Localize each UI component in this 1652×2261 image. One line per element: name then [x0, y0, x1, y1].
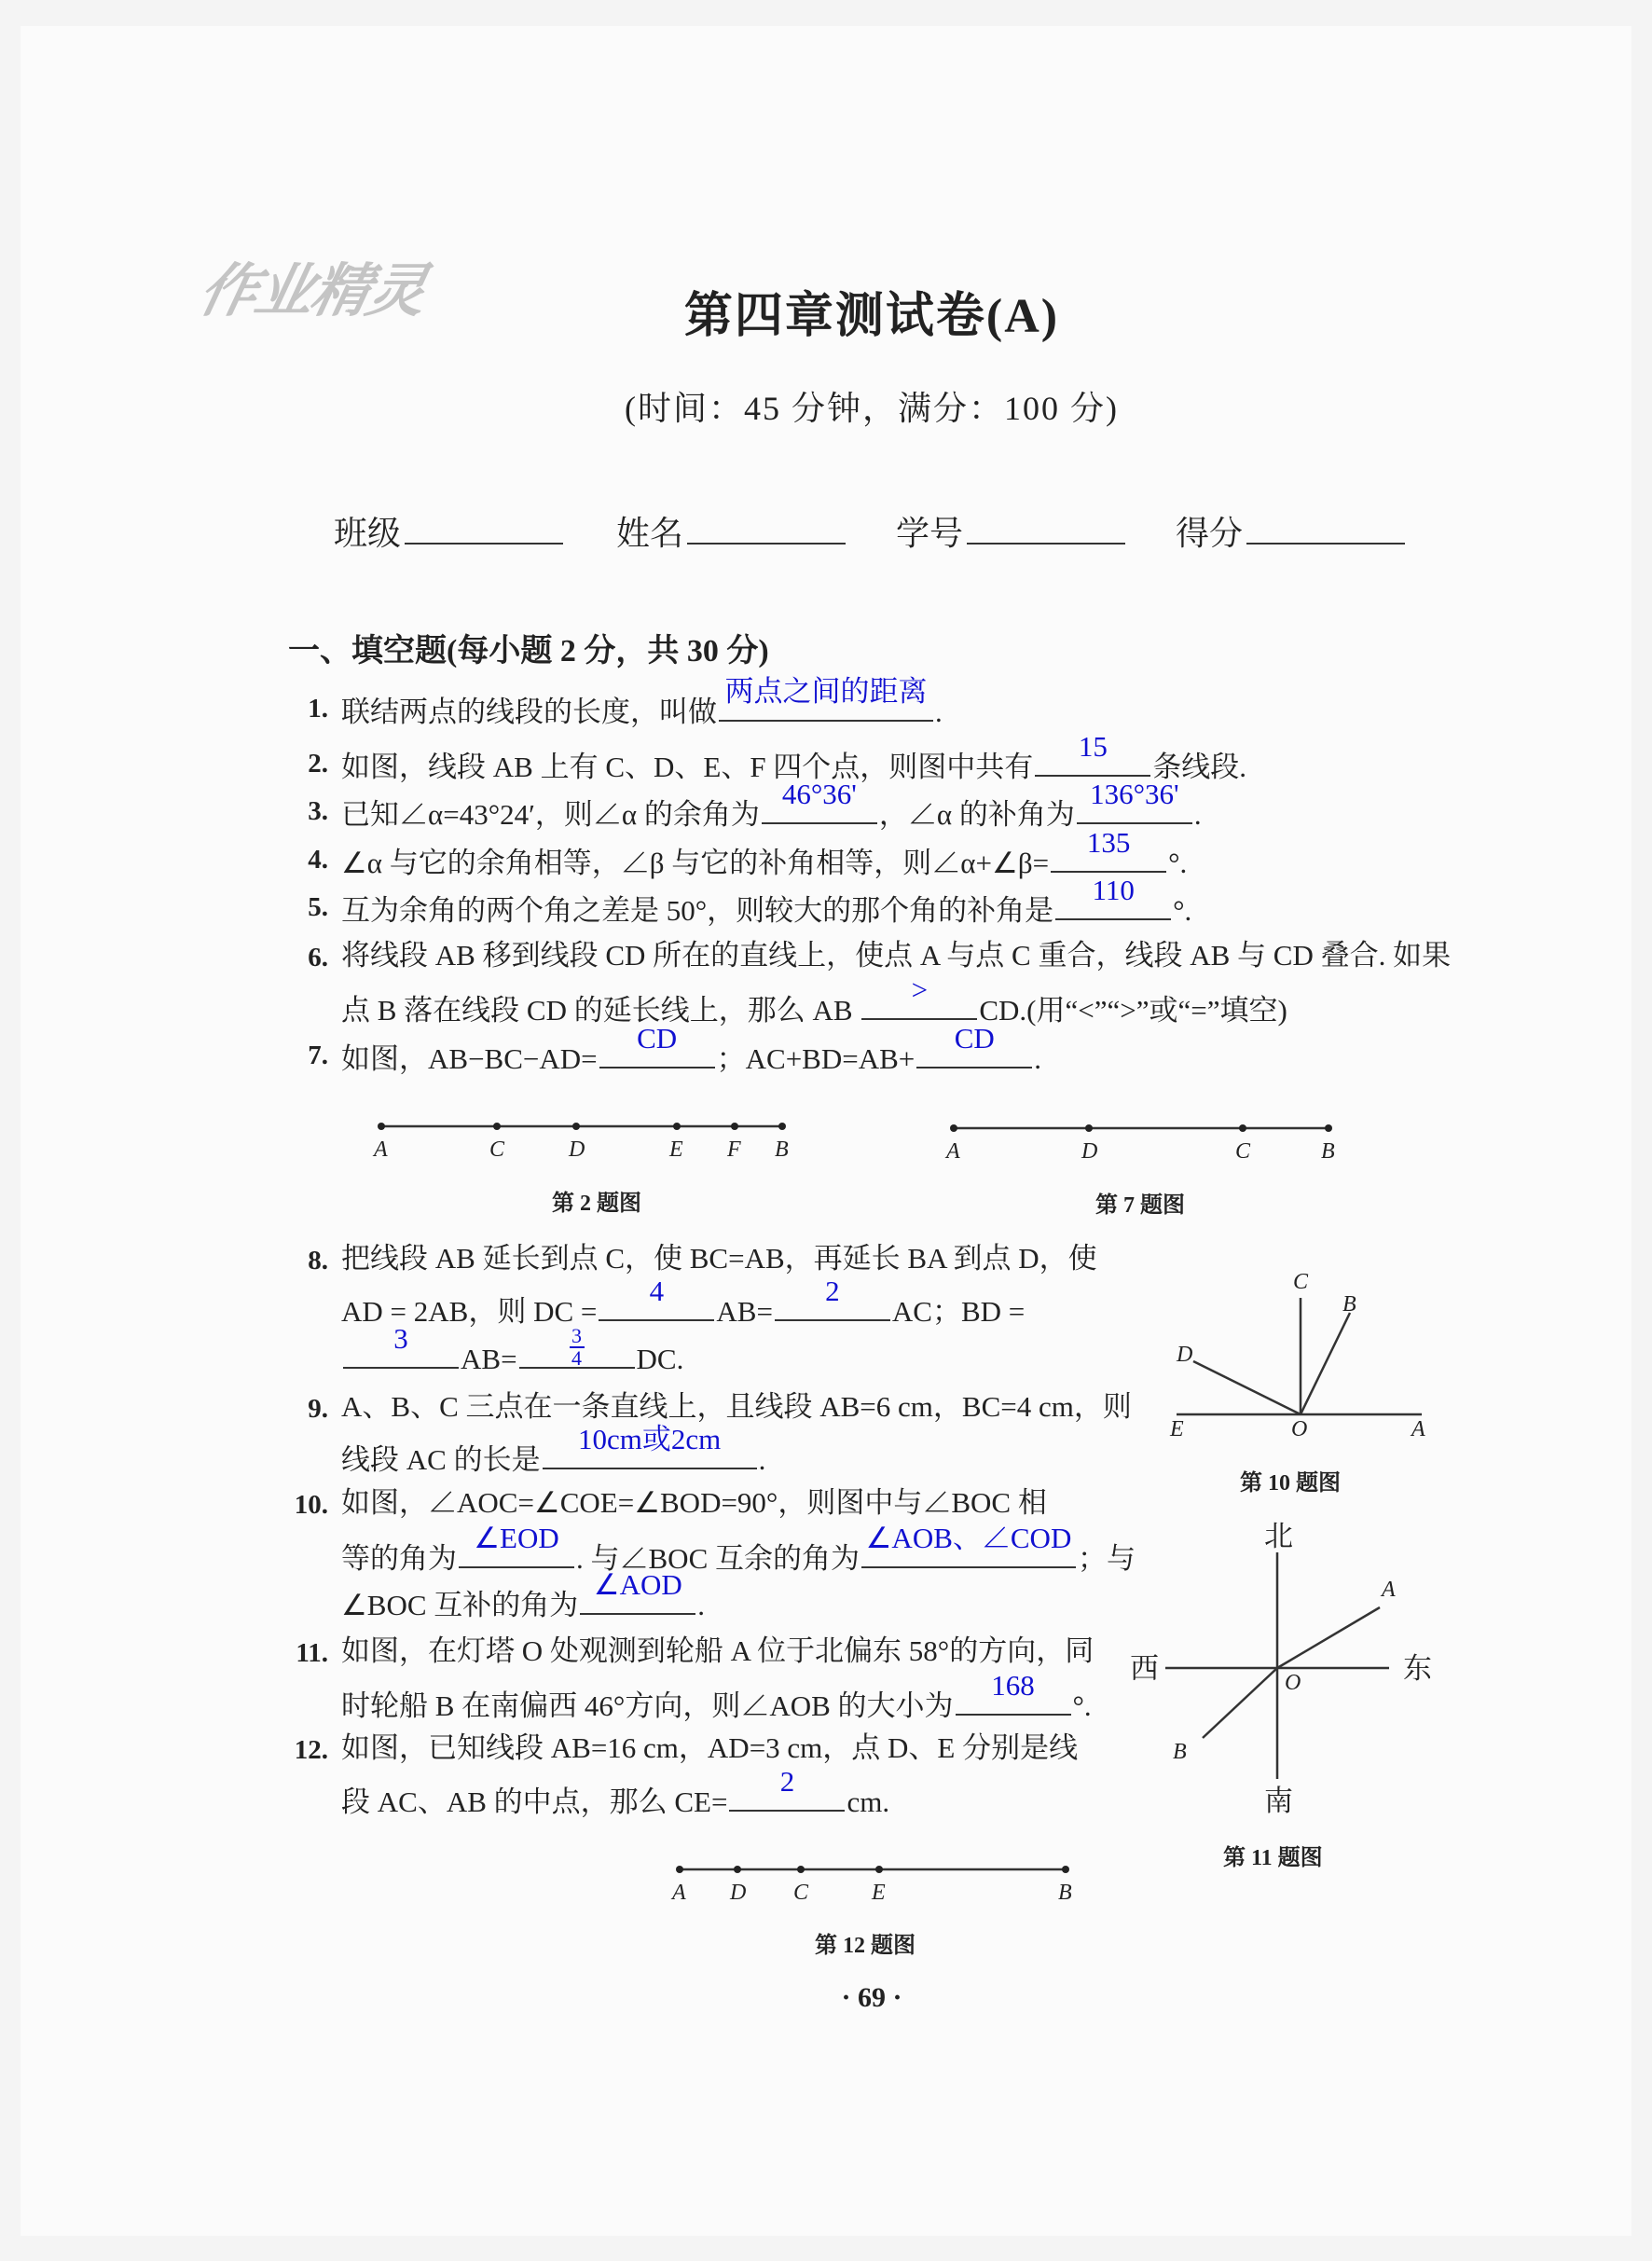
question-text: 互为余角的两个角之差是 50°，则较大的那个角的补角是 — [341, 894, 1054, 927]
fig11-ray-ob — [1203, 1668, 1277, 1738]
figure-caption: 第 11 题图 — [1223, 1846, 1323, 1870]
handwritten-answer: > — [911, 973, 929, 1006]
question-text: 将线段 AB 移到线段 CD 所在的直线上，使点 A 与点 C 重合，线段 AB 与 CD 叠合. 如果 — [341, 939, 1452, 972]
question-text: AD = 2AB，则 DC = — [341, 1295, 598, 1328]
question-text: cm. — [847, 1785, 890, 1818]
point-marker — [1325, 1124, 1332, 1132]
point-marker — [950, 1124, 957, 1132]
question-text: 如图，∠AOC=∠COE=∠BOD=90°，则图中与∠BOC 相 — [341, 1486, 1047, 1519]
question-text: AB= — [461, 1343, 517, 1375]
point-marker — [572, 1123, 580, 1130]
point-label: B — [1058, 1881, 1072, 1905]
figure-caption: 第 10 题图 — [1240, 1471, 1341, 1496]
question-text: 已知∠α=43°24′，则∠α 的余角为 — [341, 798, 760, 831]
question-text: ，∠α 的补角为 — [878, 798, 1075, 831]
point-label: C — [1235, 1139, 1251, 1164]
handwritten-answer: 2 — [779, 1765, 795, 1798]
point-label: A — [946, 1139, 960, 1164]
point-label: A — [672, 1881, 686, 1905]
point-label: E — [669, 1137, 683, 1162]
question-text: A、B、C 三点在一条直线上，且线段 AB=6 cm，BC=4 cm，则 — [341, 1390, 1132, 1423]
handwritten-answer: CD — [637, 1022, 678, 1055]
compass-south-label: 南 — [1264, 1785, 1293, 1817]
point-label: B — [1321, 1139, 1335, 1164]
fig11-ray-oa — [1277, 1607, 1380, 1668]
figure-caption: 第 12 题图 — [815, 1934, 915, 1958]
point-label: B — [775, 1137, 789, 1162]
question-text: 段 AC、AB 的中点，那么 CE= — [341, 1785, 728, 1818]
handwritten-answer: 136°36' — [1090, 778, 1179, 810]
question-text: DC. — [636, 1343, 684, 1375]
handwritten-answer: 135 — [1086, 826, 1131, 859]
question-text: 点 B 落在线段 CD 的延长线上，那么 AB — [341, 994, 860, 1027]
question-number: 2. — [308, 749, 328, 779]
question-text: 把线段 AB 延长到点 C，使 BC=AB，再延长 BA 到点 D，使 — [341, 1242, 1097, 1275]
fig10-ray-ob — [1301, 1313, 1350, 1414]
fraction-numerator: 3 — [571, 1324, 583, 1347]
question-number: 9. — [308, 1394, 328, 1424]
compass-east-label: 东 — [1403, 1652, 1432, 1685]
point-marker — [673, 1123, 681, 1130]
question-text: . — [1034, 1042, 1042, 1075]
question-text: CD.(用“<”“>”或“=”填空) — [979, 994, 1287, 1027]
point-label: C — [1293, 1270, 1309, 1294]
point-label: D — [730, 1881, 747, 1905]
question-text: . — [1193, 798, 1202, 831]
point-marker — [1062, 1866, 1069, 1873]
point-label: D — [1177, 1343, 1193, 1367]
question-text: . 与∠BOC 互余的角为 — [576, 1542, 860, 1575]
compass-north-label: 北 — [1264, 1520, 1293, 1552]
watermark-logo: 作业精灵 — [193, 260, 431, 324]
question-text: 联结两点的线段的长度，叫做 — [341, 696, 717, 728]
figure-caption: 第 7 题图 — [1095, 1193, 1185, 1218]
handwritten-answer: ∠EOD — [474, 1522, 559, 1554]
question-text: . — [758, 1443, 766, 1476]
question-number: 11. — [296, 1638, 328, 1668]
compass-west-label: 西 — [1130, 1652, 1159, 1685]
question-text: ∠BOC 互补的角为 — [341, 1589, 579, 1621]
question-text: °. — [1173, 894, 1192, 927]
class-label: 班级 — [334, 515, 402, 552]
handwritten-answer: 两点之间的距离 — [724, 675, 928, 708]
question-number: 4. — [308, 845, 328, 875]
question-text: ；与 — [1078, 1542, 1136, 1575]
name-label: 姓名 — [616, 515, 684, 552]
question-text: °. — [1168, 847, 1188, 879]
handwritten-answer: 110 — [1092, 874, 1135, 906]
section-heading: 一、填空题(每小题 2 分，共 30 分) — [288, 634, 769, 669]
point-label: O — [1291, 1417, 1308, 1441]
point-marker — [731, 1123, 738, 1130]
handwritten-answer: 10cm或2cm — [577, 1423, 722, 1455]
handwritten-answer: CD — [954, 1022, 995, 1055]
point-label: A — [1411, 1417, 1425, 1441]
question-text: 等的角为 — [341, 1542, 457, 1575]
question-text: 如图，线段 AB 上有 C、D、E、F 四个点，则图中共有 — [341, 751, 1034, 783]
handwritten-answer: 168 — [991, 1669, 1035, 1702]
question-text: 如图，在灯塔 O 处观测到轮船 A 位于北偏东 58°的方向，同 — [341, 1634, 1094, 1667]
handwritten-answer: 4 — [649, 1275, 665, 1307]
question-number: 10. — [294, 1490, 328, 1520]
point-label: A — [374, 1137, 388, 1162]
question-text: 如图，AB−BC−AD= — [341, 1042, 598, 1075]
question-text: 条线段. — [1152, 751, 1247, 783]
question-number: 8. — [308, 1246, 328, 1275]
question-text: 时轮船 B 在南偏西 46°方向，则∠AOB 的大小为 — [341, 1689, 954, 1722]
point-label: A — [1382, 1578, 1396, 1602]
point-label: F — [727, 1137, 741, 1162]
fig10-ray-od — [1193, 1361, 1301, 1414]
page-title: 第四章测试卷(A) — [683, 290, 1060, 343]
question-number: 3. — [308, 796, 328, 826]
handwritten-answer: 2 — [825, 1275, 840, 1307]
handwritten-answer: 15 — [1078, 730, 1108, 763]
question-text: . — [697, 1589, 706, 1621]
handwritten-answer: ∠AOD — [593, 1568, 682, 1601]
figure-caption: 第 2 题图 — [552, 1192, 641, 1216]
page-number: · 69 · — [841, 1982, 902, 2013]
point-marker — [778, 1123, 786, 1130]
point-marker — [676, 1866, 683, 1873]
question-text: AB= — [716, 1295, 773, 1328]
question-number: 1. — [308, 694, 328, 724]
point-marker — [1239, 1124, 1246, 1132]
question-number: 7. — [308, 1041, 328, 1070]
point-marker — [875, 1866, 883, 1873]
point-label: C — [793, 1881, 809, 1905]
question-text: ；AC+BD=AB+ — [716, 1042, 915, 1075]
point-marker — [378, 1123, 385, 1130]
point-label: C — [489, 1137, 505, 1162]
question-text: . — [935, 696, 943, 728]
point-label: D — [1081, 1139, 1098, 1164]
question-text: °. — [1072, 1689, 1092, 1722]
point-label: E — [872, 1881, 886, 1905]
question-text: AC；BD = — [891, 1295, 1026, 1328]
point-marker — [1085, 1124, 1093, 1132]
point-marker — [797, 1866, 805, 1873]
question-number: 5. — [308, 892, 328, 922]
point-label: B — [1173, 1740, 1187, 1764]
handwritten-answer: ∠AOB、∠COD — [865, 1522, 1072, 1554]
point-marker — [734, 1866, 741, 1873]
fraction-denominator: 4 — [571, 1346, 583, 1370]
point-label: D — [569, 1137, 585, 1162]
point-label: E — [1170, 1417, 1184, 1441]
question-text: 如图，已知线段 AB=16 cm，AD=3 cm，点 D、E 分别是线 — [341, 1731, 1079, 1764]
handwritten-answer: 46°36' — [781, 778, 857, 810]
student-id-label: 学号 — [896, 515, 964, 552]
question-text: ∠α 与它的余角相等，∠β 与它的补角相等，则∠α+∠β= — [341, 847, 1050, 879]
handwritten-answer: 3 — [393, 1322, 408, 1355]
score-label: 得分 — [1176, 515, 1244, 552]
question-number: 12. — [294, 1735, 328, 1765]
question-text: 线段 AC 的长是 — [341, 1443, 541, 1476]
exam-subtitle: (时间：45 分钟，满分：100 分) — [625, 390, 1119, 427]
point-label: B — [1342, 1292, 1356, 1317]
point-label: O — [1285, 1671, 1301, 1695]
point-marker — [493, 1123, 501, 1130]
question-number: 6. — [308, 943, 328, 972]
